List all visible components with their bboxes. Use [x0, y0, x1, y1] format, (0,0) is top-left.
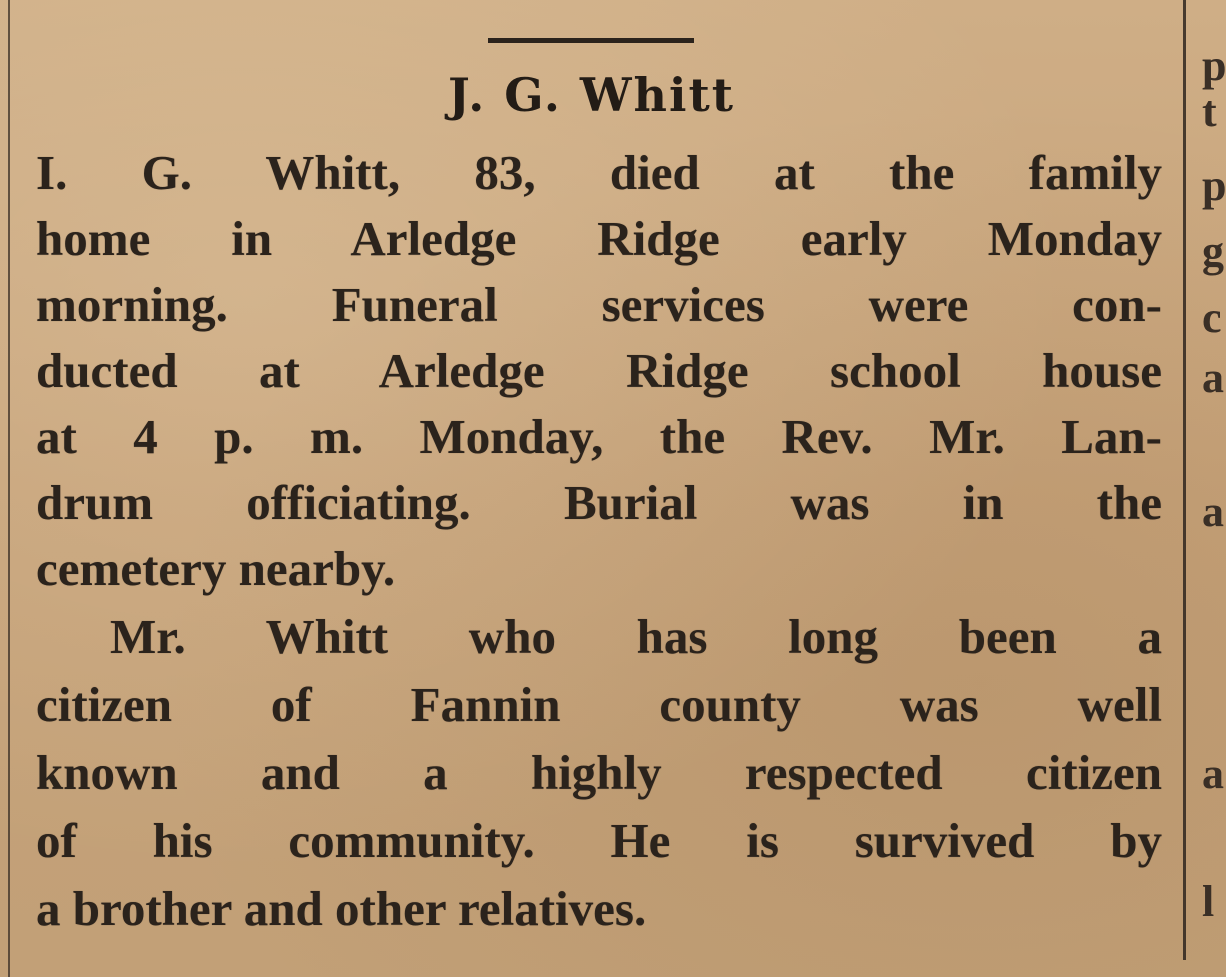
adjacent-column-fragment: a: [1202, 749, 1224, 798]
adjacent-column-fragment: p: [1202, 161, 1226, 210]
adjacent-column-fragment: g: [1202, 227, 1224, 276]
article-line: drum officiating. Burial was in the: [36, 475, 1162, 530]
article-line: a brother and other relatives.: [36, 881, 647, 936]
article-line: Mr. Whitt who has long been a: [110, 609, 1162, 664]
article-line: morning. Funeral services were con-: [36, 277, 1162, 332]
article-line: ducted at Arledge Ridge school house: [36, 343, 1162, 398]
article-line: at 4 p. m. Monday, the Rev. Mr. Lan-: [36, 409, 1162, 464]
adjacent-column-edge: [1190, 0, 1226, 977]
article-line: home in Arledge Ridge early Monday: [36, 211, 1162, 266]
adjacent-column-fragment: l: [1202, 877, 1215, 926]
article-line: known and a highly respected citizen: [36, 745, 1162, 800]
column-divider-left: [8, 0, 10, 977]
adjacent-column-fragment: t: [1202, 87, 1217, 136]
article-line: cemetery nearby.: [36, 541, 396, 596]
adjacent-column-fragment: a: [1202, 353, 1224, 402]
column-divider-right: [1183, 0, 1186, 960]
adjacent-column-fragment: c: [1202, 293, 1222, 342]
article-line: of his community. He is survived by: [36, 813, 1162, 868]
article-headline: J. G. Whitt: [448, 68, 735, 122]
headline-rule: [488, 38, 694, 43]
article-line: citizen of Fannin county was well: [36, 677, 1162, 732]
adjacent-column-fragment: p: [1202, 41, 1226, 90]
article-line: I. G. Whitt, 83, died at the family: [36, 145, 1162, 200]
adjacent-column-fragment: a: [1202, 487, 1224, 536]
